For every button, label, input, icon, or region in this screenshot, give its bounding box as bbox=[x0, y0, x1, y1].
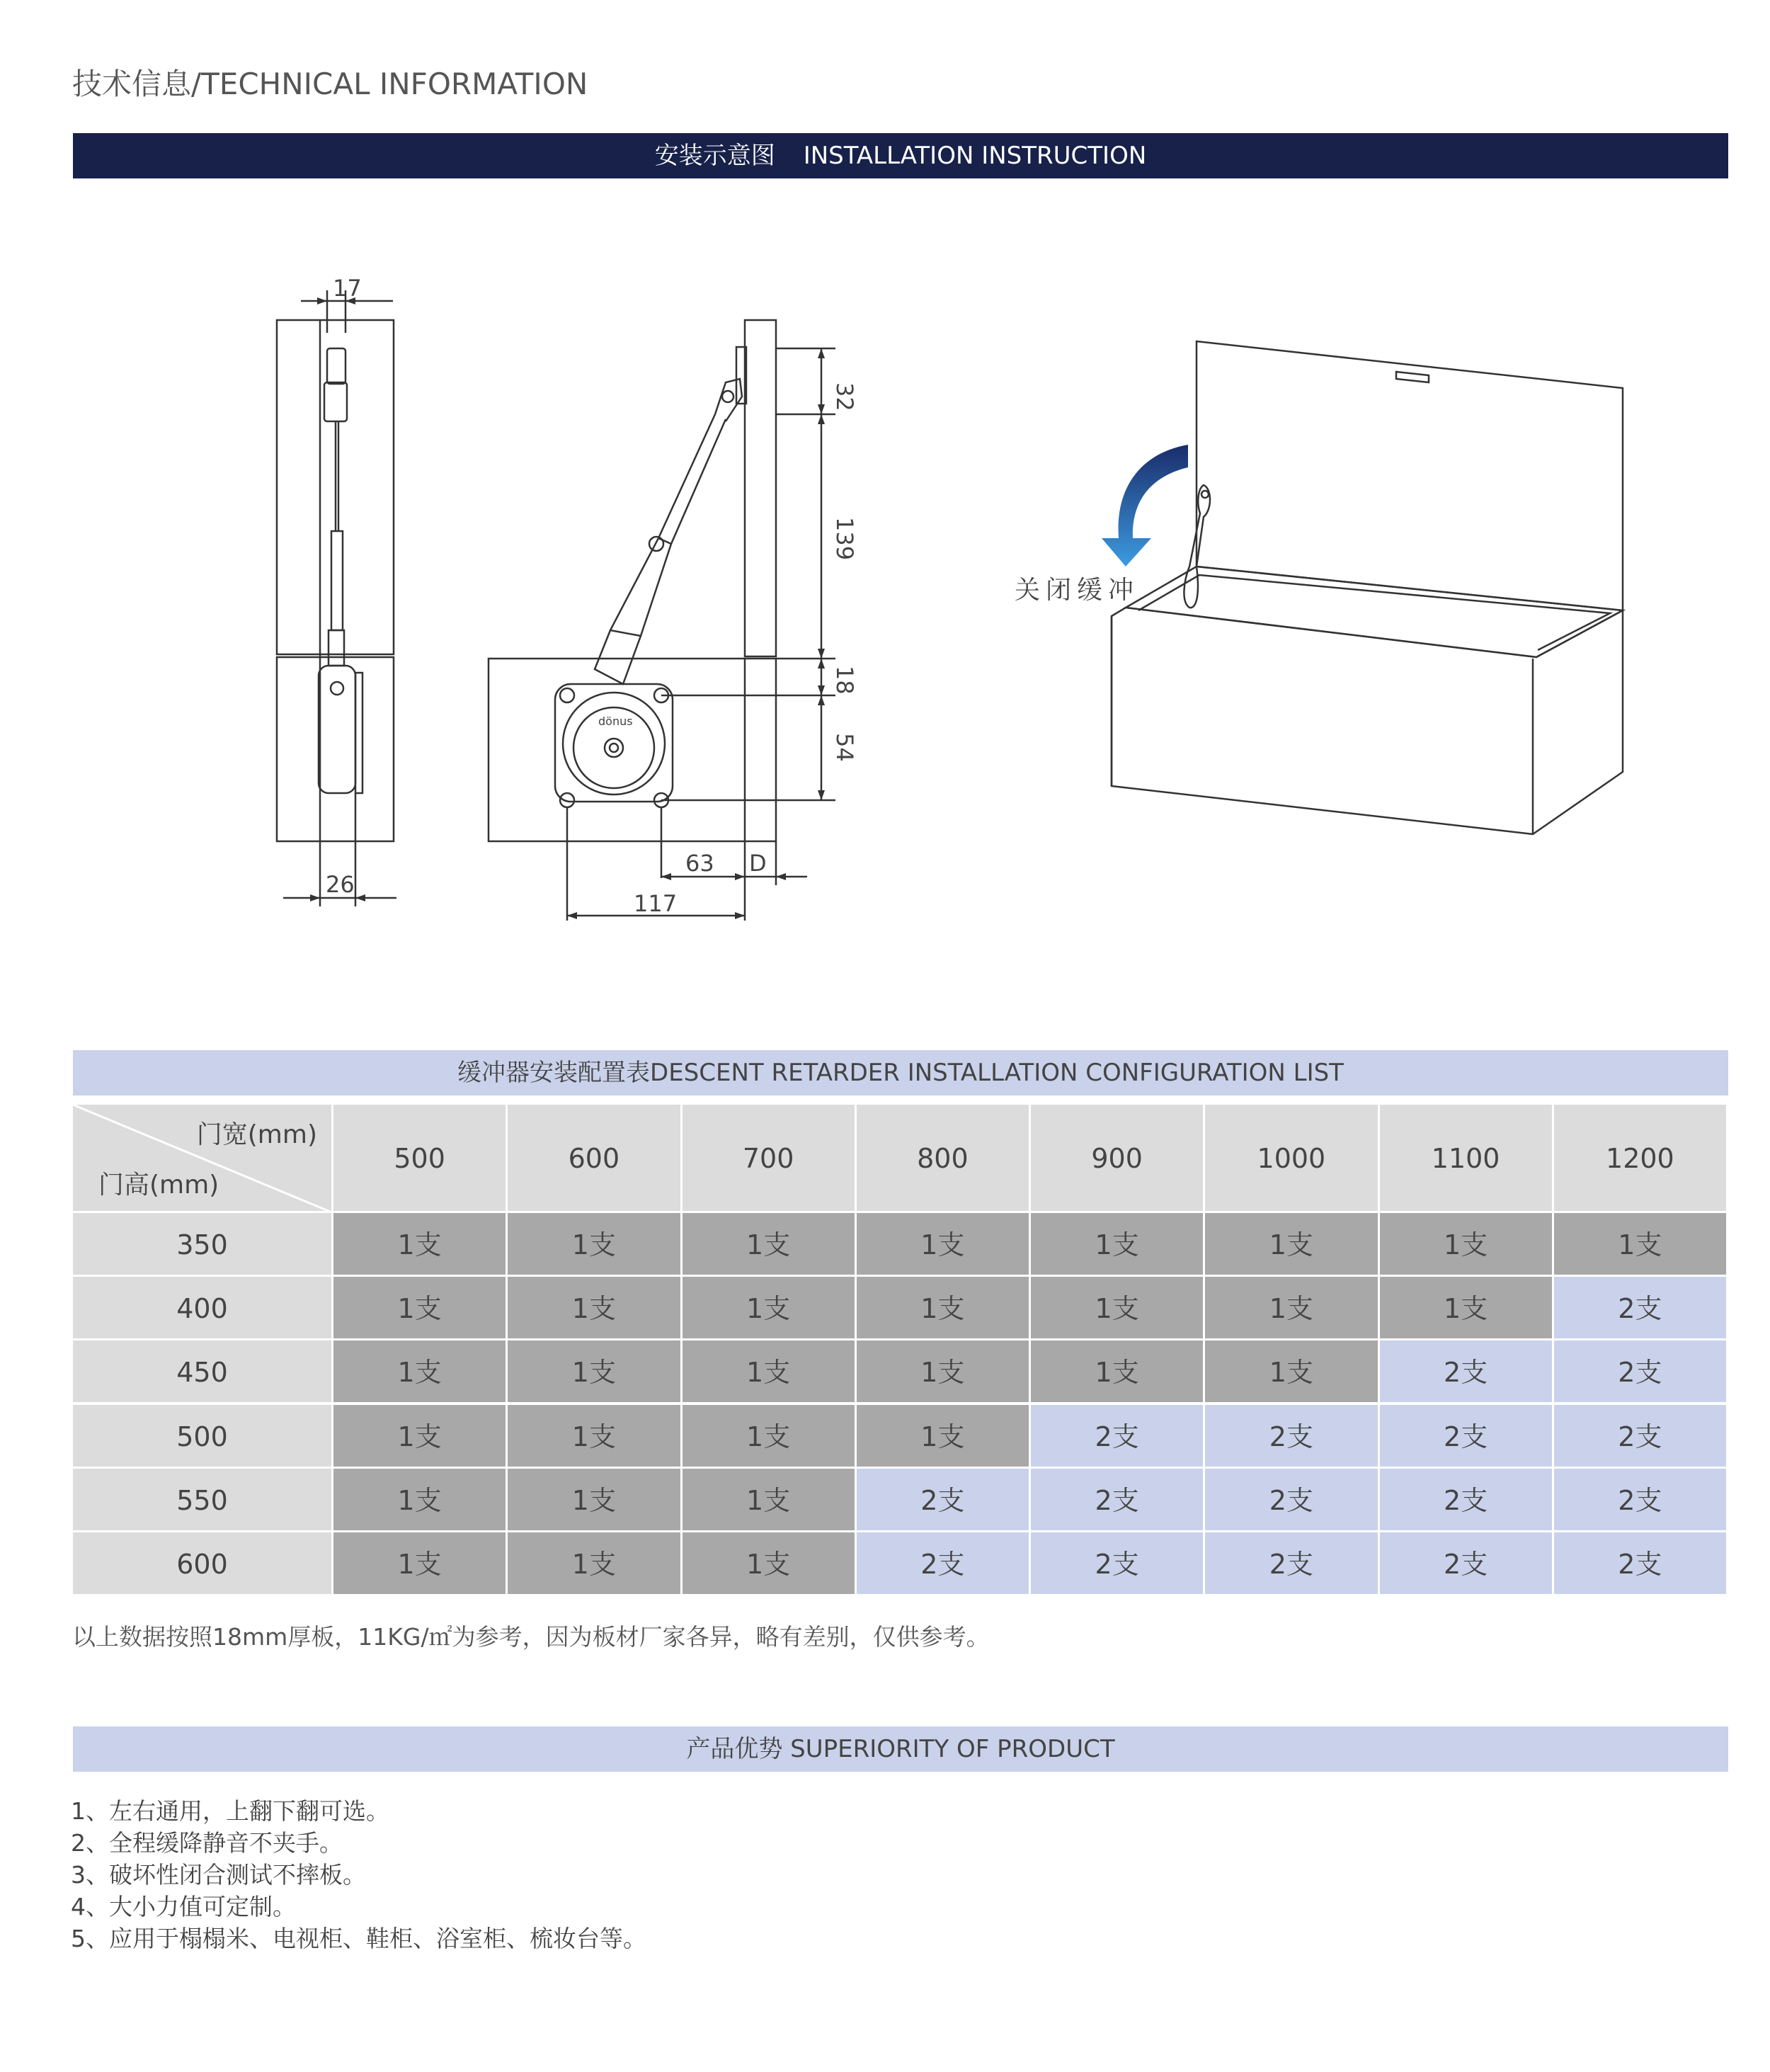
table-cell: 1支 bbox=[683, 1469, 857, 1532]
page-title: 技术信息/TECHNICAL INFORMATION bbox=[72, 67, 588, 101]
front-view-lower-panel bbox=[277, 657, 394, 841]
table-cell: 1支 bbox=[1205, 1213, 1379, 1277]
width-header: 900 bbox=[1031, 1105, 1205, 1213]
installation-drawing bbox=[0, 191, 1770, 942]
box-top-rim bbox=[1126, 567, 1623, 657]
table-cell: 1支 bbox=[857, 1277, 1031, 1340]
table-cell: 1支 bbox=[683, 1340, 857, 1404]
width-header: 500 bbox=[333, 1105, 508, 1213]
table-cell: 2支 bbox=[1205, 1469, 1379, 1532]
install-bar-cn: 安装示意图 bbox=[654, 142, 775, 170]
superiority-item: 5、应用于榻榻米、电视柜、鞋柜、浴室柜、梳妆台等。 bbox=[71, 1925, 646, 1952]
table-cell: 1支 bbox=[333, 1405, 508, 1469]
table-cell: 1支 bbox=[683, 1405, 857, 1469]
superiority-item: 2、全程缓降静音不夹手。 bbox=[71, 1829, 343, 1857]
height-header: 400 bbox=[73, 1277, 333, 1340]
table-cell: 1支 bbox=[857, 1340, 1031, 1404]
table-cell: 1支 bbox=[508, 1405, 682, 1469]
table-cell: 1支 bbox=[333, 1277, 508, 1340]
box-lid bbox=[1197, 341, 1623, 610]
superiority-list bbox=[71, 1795, 646, 1954]
superiority-title: 产品优势 SUPERIORITY OF PRODUCT bbox=[73, 1726, 1728, 1772]
dim-139: 139 bbox=[831, 517, 858, 561]
table-cell: 1支 bbox=[333, 1532, 508, 1596]
height-header: 600 bbox=[73, 1532, 333, 1596]
table-cell: 2支 bbox=[1380, 1340, 1554, 1404]
table-cell: 2支 bbox=[1380, 1405, 1554, 1469]
table-corner-header bbox=[73, 1105, 333, 1213]
close-cushion-arrow-icon bbox=[1102, 445, 1188, 567]
table-cell: 2支 bbox=[1031, 1469, 1205, 1532]
dim-117: 117 bbox=[634, 890, 678, 917]
table-cell: 1支 bbox=[333, 1213, 508, 1277]
table-cell: 1支 bbox=[683, 1532, 857, 1596]
table-cell: 1支 bbox=[857, 1405, 1031, 1469]
table-note: 以上数据按照18mm厚板，11KG/㎡为参考，因为板材厂家各异，略有差别，仅供参考。 bbox=[72, 1623, 990, 1651]
dim-d: D bbox=[749, 850, 767, 877]
width-header: 600 bbox=[508, 1105, 682, 1213]
table-cell: 1支 bbox=[508, 1469, 682, 1532]
table-cell: 1支 bbox=[1205, 1277, 1379, 1340]
table-cell: 1支 bbox=[1205, 1340, 1379, 1404]
superiority-item: 4、大小力值可定制。 bbox=[71, 1893, 296, 1920]
dim-18: 18 bbox=[831, 666, 858, 695]
table-cell: 2支 bbox=[1031, 1405, 1205, 1469]
width-header: 800 bbox=[857, 1105, 1031, 1213]
dim-63: 63 bbox=[685, 850, 714, 877]
table-cell: 2支 bbox=[857, 1532, 1031, 1596]
table-cell: 1支 bbox=[333, 1340, 508, 1404]
table-cell: 2支 bbox=[1554, 1277, 1728, 1340]
table-cell: 1支 bbox=[1554, 1213, 1728, 1277]
dim-17: 17 bbox=[333, 275, 362, 302]
table-cell: 1支 bbox=[1380, 1277, 1554, 1340]
width-header: 1100 bbox=[1380, 1105, 1554, 1213]
table-cell: 1支 bbox=[1380, 1213, 1554, 1277]
table-cell: 2支 bbox=[1205, 1405, 1379, 1469]
width-header: 1200 bbox=[1554, 1105, 1728, 1213]
height-header: 550 bbox=[73, 1469, 333, 1532]
side-view-door-panel bbox=[745, 320, 776, 656]
table-cell: 1支 bbox=[508, 1532, 682, 1596]
table-cell: 1支 bbox=[857, 1213, 1031, 1277]
close-cushion-label: 关闭缓冲 bbox=[1015, 576, 1140, 605]
width-header: 700 bbox=[683, 1105, 857, 1213]
table-cell: 1支 bbox=[508, 1213, 682, 1277]
table-cell: 1支 bbox=[1031, 1277, 1205, 1340]
installation-instruction-bar bbox=[73, 133, 1728, 178]
dim-32: 32 bbox=[831, 382, 858, 411]
table-cell: 1支 bbox=[683, 1277, 857, 1340]
table-cell: 1支 bbox=[1031, 1340, 1205, 1404]
height-header: 350 bbox=[73, 1213, 333, 1277]
side-view-cabinet bbox=[489, 659, 776, 841]
box-body bbox=[1112, 608, 1623, 834]
table-cell: 2支 bbox=[1554, 1469, 1728, 1532]
superiority-item: 1、左右通用，上翻下翻可选。 bbox=[71, 1797, 389, 1825]
superiority-item: 3、破坏性闭合测试不摔板。 bbox=[71, 1861, 366, 1889]
damper-logo: dönus bbox=[598, 715, 633, 728]
table-cell: 2支 bbox=[857, 1469, 1031, 1532]
install-bar-en: INSTALLATION INSTRUCTION bbox=[803, 142, 1147, 170]
table-cell: 2支 bbox=[1205, 1532, 1379, 1596]
table-cell: 1支 bbox=[683, 1213, 857, 1277]
height-header: 450 bbox=[73, 1340, 333, 1404]
config-table-title: 缓冲器安装配置表DESCENT RETARDER INSTALLATION CONFIGURATION LIST bbox=[73, 1050, 1728, 1095]
table-cell: 1支 bbox=[1031, 1213, 1205, 1277]
table-cell: 2支 bbox=[1554, 1340, 1728, 1404]
table-cell: 1支 bbox=[508, 1277, 682, 1340]
table-cell: 2支 bbox=[1380, 1532, 1554, 1596]
table-cell: 1支 bbox=[333, 1469, 508, 1532]
config-table bbox=[73, 1105, 1728, 1596]
table-cell: 2支 bbox=[1380, 1469, 1554, 1532]
table-cell: 2支 bbox=[1031, 1532, 1205, 1596]
dim-26: 26 bbox=[326, 871, 355, 898]
width-label: 门宽(mm) bbox=[196, 1120, 317, 1149]
height-header: 500 bbox=[73, 1405, 333, 1469]
table-cell: 2支 bbox=[1554, 1405, 1728, 1469]
width-header: 1000 bbox=[1205, 1105, 1379, 1213]
table-cell: 2支 bbox=[1554, 1532, 1728, 1596]
dim-54: 54 bbox=[831, 733, 858, 762]
height-label: 门高(mm) bbox=[98, 1171, 219, 1200]
table-cell: 1支 bbox=[508, 1340, 682, 1404]
